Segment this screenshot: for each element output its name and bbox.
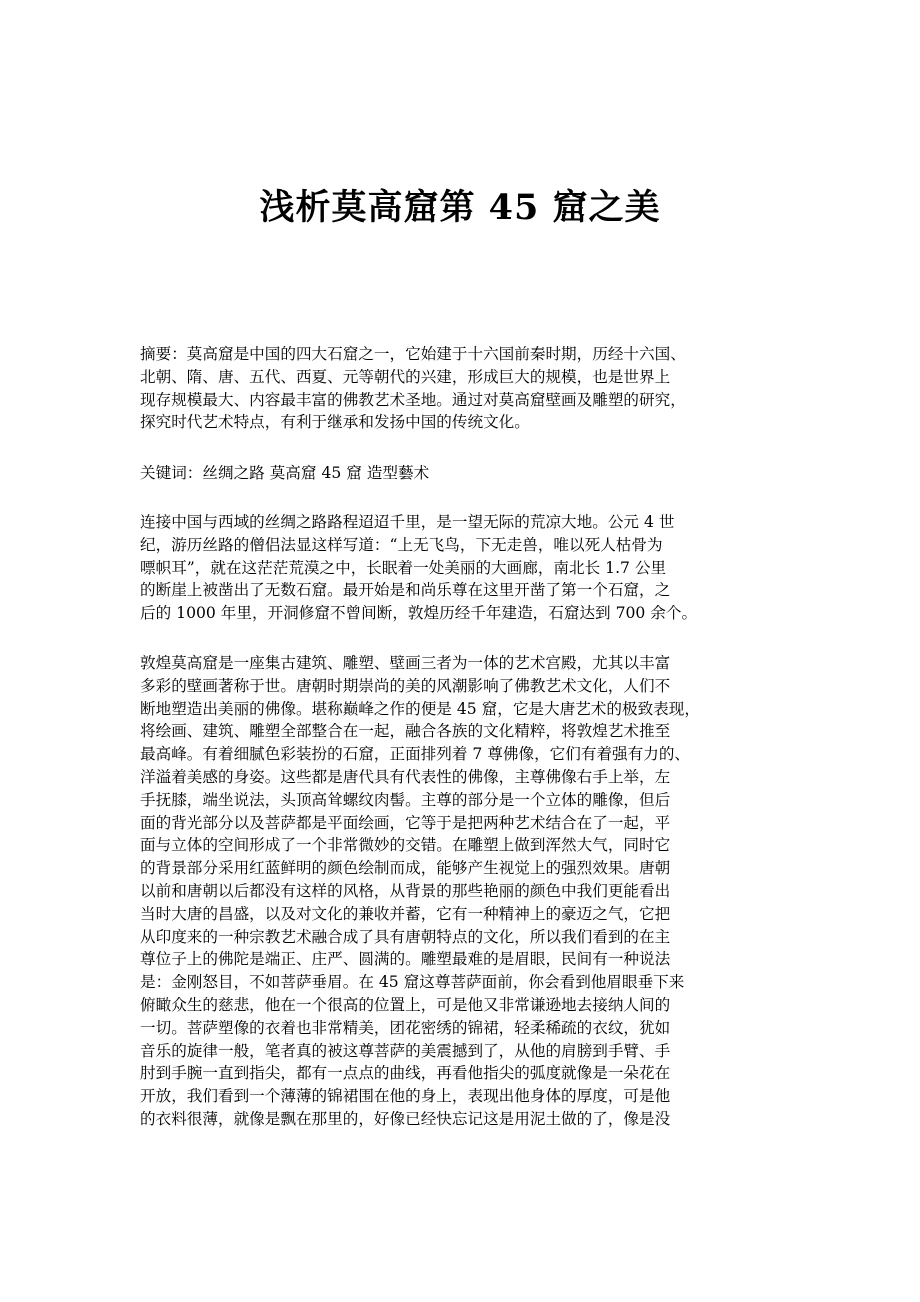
paragraph-line: 连接中国与西域的丝绸之路路程迢迢千里，是一望无际的荒凉大地。公元 4 世 bbox=[140, 513, 675, 531]
paragraph-line: 以前和唐朝以后都没有这样的风格，从背景的那些艳丽的颜色中我们更能看出 bbox=[140, 881, 671, 900]
paragraph-line: 面与立体的空间形成了一个非常微妙的交错。在雕塑上做到浑然大气，同时它 bbox=[140, 836, 671, 855]
paragraph-line: 最高峰。有着细腻色彩装扮的石窟，正面排列着 7 尊佛像，它们有着强有力的、 bbox=[140, 745, 691, 764]
abstract-line: 北朝、隋、唐、五代、西夏、元等朝代的兴建，形成巨大的规模，也是世界上 bbox=[140, 367, 671, 386]
paragraph-line: 的衣料很薄，就像是飘在那里的，好像已经快忘记这是用泥土做的了，像是没 bbox=[140, 1109, 671, 1128]
paragraph-line: 面的背光部分以及菩萨都是平面绘画，它等于是把两种艺术结合在了一起，平 bbox=[140, 813, 671, 832]
paragraph-line: 纪，游历丝路的僧侣法显这样写道：“上无飞鸟，下无走兽，唯以死人枯骨为 bbox=[140, 535, 663, 554]
paragraph-line: 的背景部分采用红蓝鲜明的颜色绘制而成，能够产生视觉上的强烈效果。唐朝 bbox=[140, 859, 671, 878]
paragraph-line: 的断崖上被凿出了无数石窟。最开始是和尚乐尊在这里开凿了第一个石窟，之 bbox=[140, 581, 671, 600]
paragraph-line: 断地塑造出美丽的佛像。堪称巅峰之作的便是 45 窟，它是大唐艺术的极致表现， bbox=[140, 699, 700, 718]
abstract-line: 探究时代艺术特点，有利于继承和发扬中国的传统文化。 bbox=[140, 413, 530, 432]
paragraph-line: 多彩的壁画著称于世。唐朝时期崇尚的美的风潮影响了佛教艺术文化，人们不 bbox=[140, 676, 671, 695]
paragraph-line: 洋溢着美感的身姿。这些都是唐代具有代表性的佛像，主尊佛像右手上举，左 bbox=[140, 767, 671, 786]
paragraph-line: 后的 1000 年里，开洞修窟不曾间断，敦煌历经千年建造，石窟达到 700 余个。 bbox=[140, 604, 698, 623]
paragraph-line: 敦煌莫高窟是一座集古建筑、雕塑、壁画三者为一体的艺术宫殿，尤其以丰富 bbox=[140, 654, 671, 672]
paragraph-line: 手抚膝，端坐说法，头顶高耸螺纹肉髻。主尊的部分是一个立体的雕像，但后 bbox=[140, 790, 671, 809]
paragraph-line: 是：金刚怒目，不如菩萨垂眉。在 45 窟这尊菩萨面前，你会看到他眉眼垂下来 bbox=[140, 973, 685, 992]
body-paragraph-1 bbox=[140, 511, 792, 625]
paragraph-line: 一切。菩萨塑像的衣着也非常精美，团花密绣的锦裙，轻柔稀疏的衣纹，犹如 bbox=[140, 1018, 671, 1037]
paragraph-line: 尊位子上的佛陀是端正、庄严、圆满的。雕塑最难的是眉眼，民间有一种说法 bbox=[140, 950, 671, 969]
body-paragraph-2 bbox=[140, 652, 792, 1131]
abstract-line: 摘要：莫高窟是中国的四大石窟之一，它始建于十六国前秦时期，历经十六国、 bbox=[140, 345, 686, 363]
paragraph-line: 嘌帜耳”，就在这茫茫荒漠之中，长眠着一处美丽的大画廊，南北长 1.7 公里 bbox=[140, 558, 667, 577]
paragraph-line: 肘到手腕一直到指尖，都有一点点的曲线，再看他指尖的弧度就像是一朵花在 bbox=[140, 1064, 671, 1083]
paragraph-line: 俯瞰众生的慈悲，他在一个很高的位置上，可是他又非常谦逊地去接纳人间的 bbox=[140, 995, 671, 1014]
document-title: 浅析莫高窟第 45 窟之美 bbox=[259, 187, 661, 228]
keywords-line: 关键词：丝绸之路 莫高窟 45 窟 造型藝术 bbox=[140, 464, 430, 482]
paragraph-line: 音乐的旋律一般，笔者真的被这尊菩萨的美震撼到了，从他的肩膀到手臂、手 bbox=[140, 1041, 671, 1060]
keywords-paragraph bbox=[140, 462, 792, 485]
paragraph-line: 将绘画、建筑、雕塑全部整合在一起，融合各族的文化精粹，将敦煌艺术推至 bbox=[140, 722, 671, 741]
paragraph-line: 从印度来的一种宗教艺术融合成了具有唐朝特点的文化，所以我们看到的在主 bbox=[140, 927, 671, 946]
abstract-line: 现存规模最大、内容最丰富的佛教艺术圣地。通过对莫高窟壁画及雕塑的研究， bbox=[140, 390, 686, 409]
paragraph-line: 开放，我们看到一个薄薄的锦裙围在他的身上，表现出他身体的厚度，可是他 bbox=[140, 1087, 671, 1106]
abstract-paragraph bbox=[140, 343, 792, 434]
paragraph-line: 当时大唐的昌盛，以及对文化的兼收并蓄，它有一种精神上的豪迈之气，它把 bbox=[140, 904, 671, 923]
